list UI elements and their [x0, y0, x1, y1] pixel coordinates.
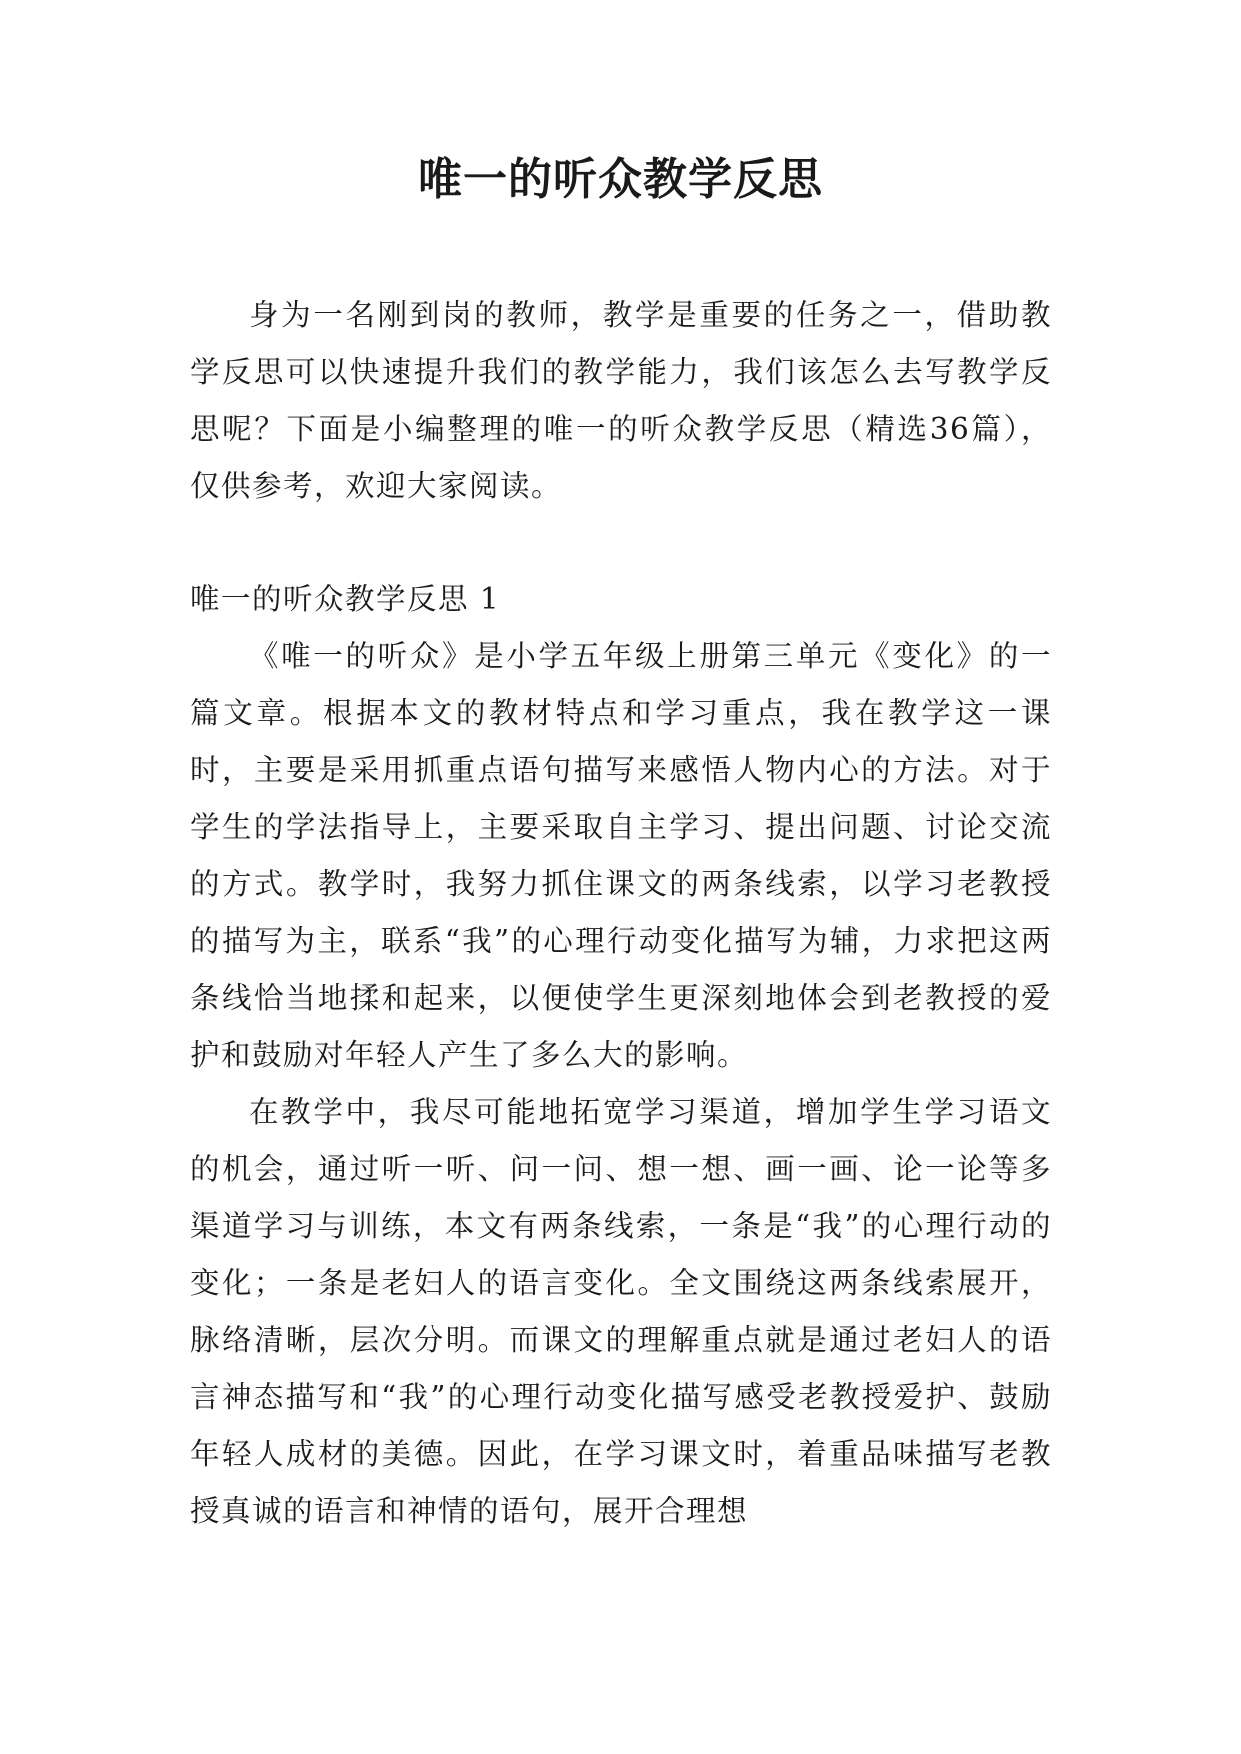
section-heading: 唯一的听众教学反思 1 — [190, 582, 501, 616]
body-paragraph: 在教学中，我尽可能地拓宽学习渠道，增加学生学习语文的机会，通过听一听、问一问、想一想、画一画、论一论等多渠道学习与训练，本文有两条线索，一条是“我”的心理行动的变化；一条是老妇人的语言变化。全文围绕这两条线索展开，脉络清晰，层次分明。而课文的理解重点就是通过老妇人的语言神态描写和“我”的心理行动变化描写感受老教授爱护、鼓励年轻人成材的美德。因此，在学习课文时，着重品味描写老教授真诚的语言和神情的语句，展开合理想 — [190, 1095, 1052, 1528]
document-title: 唯一的听众教学反思 — [418, 154, 823, 205]
intro-paragraph: 身为一名刚到岗的教师，教学是重要的任务之一，借助教学反思可以快速提升我们的教学能力，我们该怎么去写教学反思呢？下面是小编整理的唯一的听众教学反思（精选36篇），仅供参考，欢迎大家阅读。 — [190, 298, 1052, 503]
body-paragraph: 《唯一的听众》是小学五年级上册第三单元《变化》的一篇文章。根据本文的教材特点和学习重点，我在教学这一课时，主要是采用抓重点语句描写来感悟人物内心的方法。对于学生的学法指导上，主要采取自主学习、提出问题、讨论交流的方式。教学时，我努力抓住课文的两条线索，以学习老教授的描写为主，联系“我”的心理行动变化描写为辅，力求把这两条线恰当地揉和起来，以便使学生更深刻地体会到老教授的爱护和鼓励对年轻人产生了多么大的影响。 — [190, 639, 1052, 1072]
document-body — [190, 287, 1052, 1540]
